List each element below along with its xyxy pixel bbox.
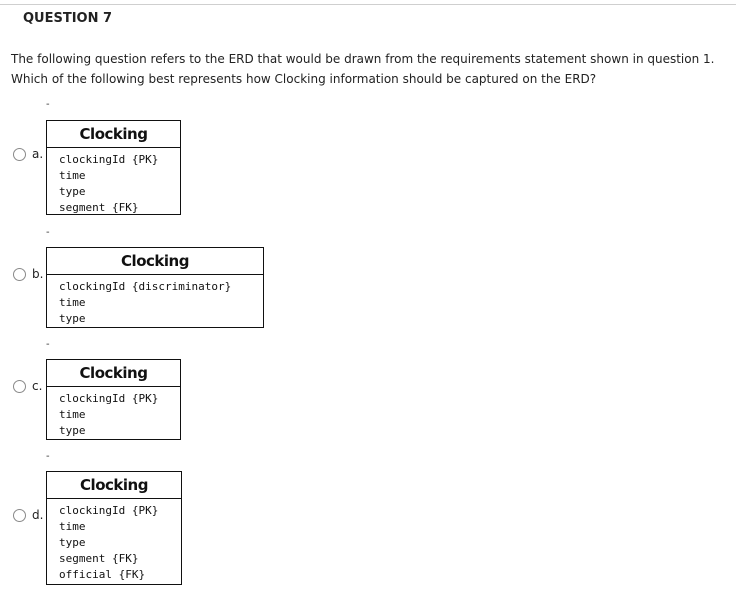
option-b-entity-box xyxy=(46,247,264,328)
question-text-line-1: The following question refers to the ERD that would be drawn from the requirements statement shown in question 1. xyxy=(11,52,715,66)
option-b-radio[interactable] xyxy=(13,268,26,281)
option-c-dash: - xyxy=(46,339,50,350)
option-b-dash: - xyxy=(46,227,50,238)
option-d-entity-name: Clocking xyxy=(47,472,181,499)
option-d-attribute: segment {FK} xyxy=(59,552,139,565)
question-text xyxy=(11,49,731,89)
option-a-attribute: type xyxy=(59,185,86,198)
option-d-attribute: type xyxy=(59,536,86,549)
option-a-letter: a. xyxy=(32,147,44,161)
question-text-line-2: Which of the following best represents how Clocking information should be captured on the ERD? xyxy=(11,72,597,86)
option-a-attribute: segment {FK} xyxy=(59,201,139,214)
option-d-letter: d. xyxy=(32,508,44,522)
option-b-attribute: type xyxy=(59,312,86,325)
option-b-entity-name: Clocking xyxy=(47,248,263,275)
option-c-letter: c. xyxy=(32,379,43,393)
option-c-entity-box xyxy=(46,359,181,440)
option-a-radio[interactable] xyxy=(13,148,26,161)
option-b-attribute: clockingId {discriminator} xyxy=(59,280,232,293)
option-d-attribute-list xyxy=(47,499,181,583)
option-b-letter: b. xyxy=(32,267,44,281)
option-a-entity-name: Clocking xyxy=(47,121,180,148)
option-a-entity-box xyxy=(46,120,181,215)
question-title: QUESTION 7 xyxy=(23,11,113,26)
option-b-attribute: time xyxy=(59,296,86,309)
option-d-attribute: official {FK} xyxy=(59,568,146,581)
option-d-entity-box xyxy=(46,471,182,585)
option-a-attribute-list xyxy=(47,148,180,216)
option-a-dash: - xyxy=(46,99,50,110)
option-c-attribute: clockingId {PK} xyxy=(59,392,159,405)
option-c-radio[interactable] xyxy=(13,380,26,393)
option-c-entity-name: Clocking xyxy=(47,360,180,387)
option-d-dash: - xyxy=(46,451,50,462)
option-a-attribute: time xyxy=(59,169,86,182)
option-d-radio[interactable] xyxy=(13,509,26,522)
top-divider xyxy=(0,4,736,5)
option-d-attribute: clockingId {PK} xyxy=(59,504,159,517)
option-a-attribute: clockingId {PK} xyxy=(59,153,159,166)
option-b-attribute-list xyxy=(47,275,263,327)
option-c-attribute: type xyxy=(59,424,86,437)
option-d-attribute: time xyxy=(59,520,86,533)
option-c-attribute-list xyxy=(47,387,180,439)
option-c-attribute: time xyxy=(59,408,86,421)
